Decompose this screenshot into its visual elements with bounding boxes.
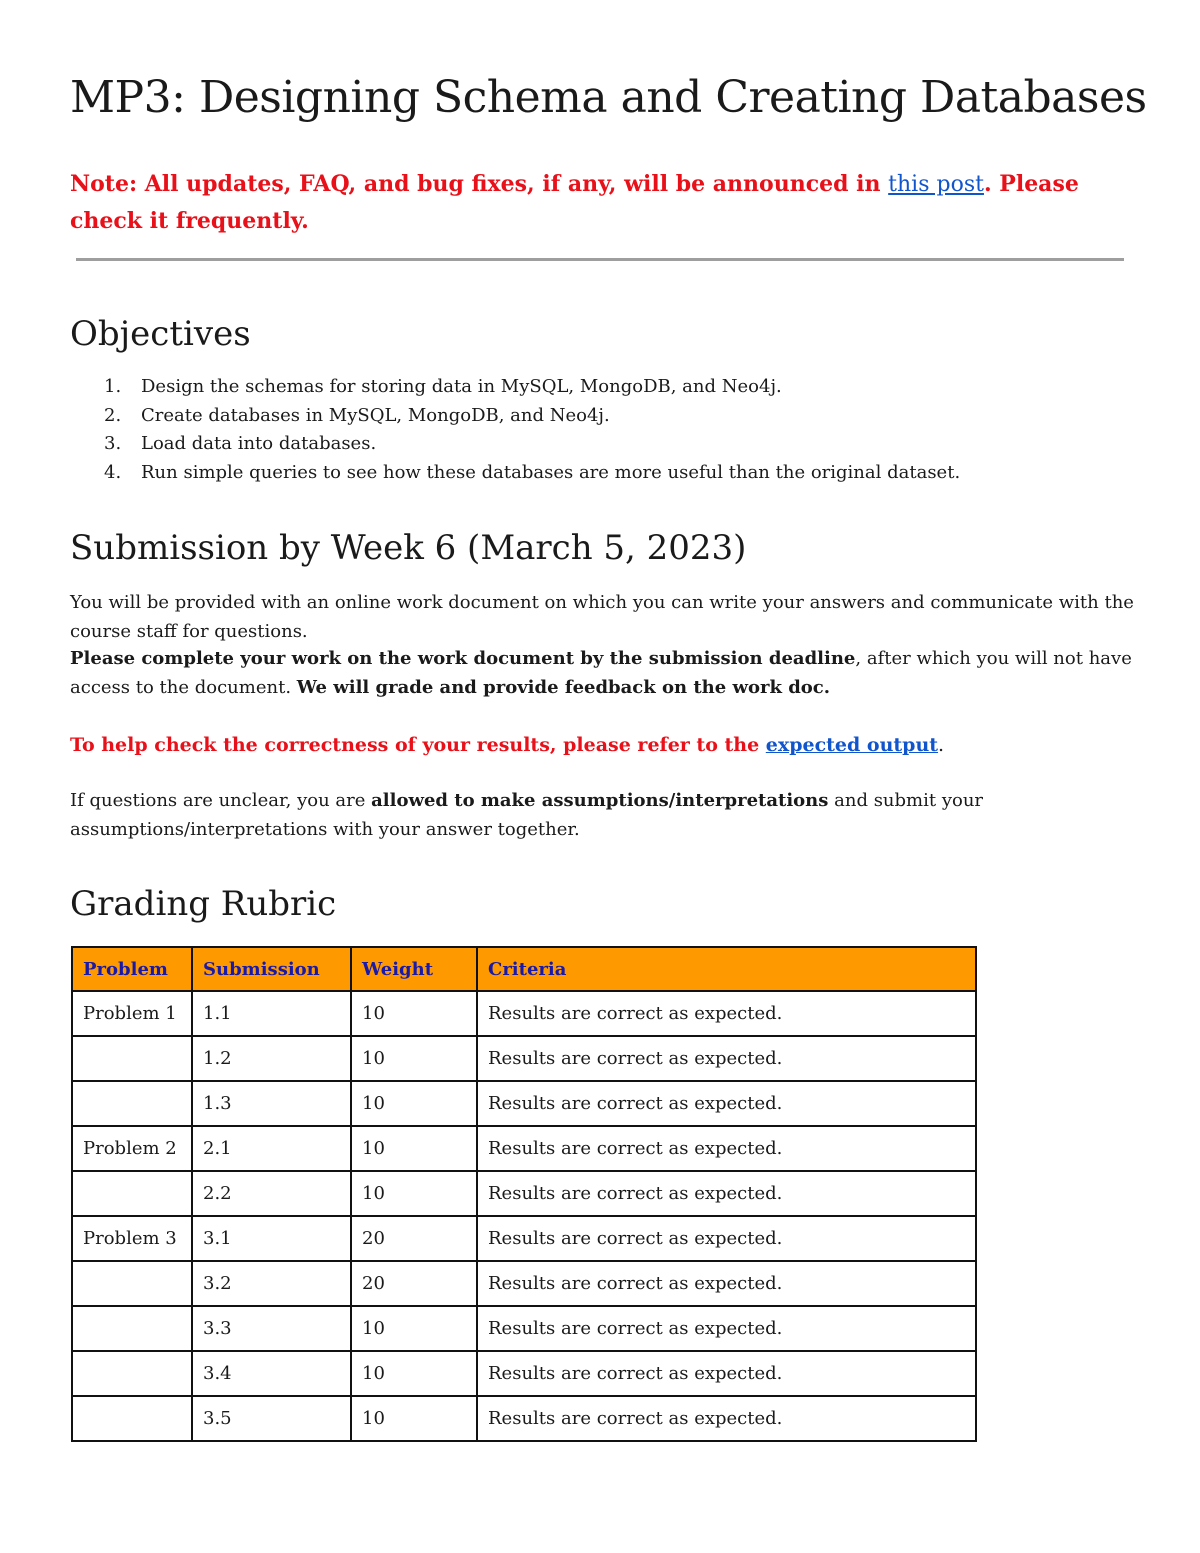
- table-row: [72, 1306, 976, 1351]
- deadline-bold: Please complete your work on the work document by the submission deadline: [70, 648, 856, 669]
- note-banner: [70, 166, 1100, 239]
- submission-cell: 3.2: [192, 1261, 351, 1306]
- criteria-cell: Results are correct as expected.: [477, 1306, 976, 1351]
- assumptions-text: If questions are unclear, you are: [70, 790, 372, 811]
- problem-cell: Problem 2: [72, 1126, 192, 1171]
- this-post-link[interactable]: this post: [888, 172, 984, 197]
- criteria-cell: Results are correct as expected.: [477, 1396, 976, 1441]
- weight-cell: 10: [351, 1036, 477, 1081]
- table-header-row: [72, 947, 976, 991]
- criteria-cell: Results are correct as expected.: [477, 1036, 976, 1081]
- submission-cell: 2.1: [192, 1126, 351, 1171]
- criteria-cell: Results are correct as expected.: [477, 1216, 976, 1261]
- note-text-after: . Please check it frequently.: [70, 171, 1079, 234]
- weight-cell: 20: [351, 1216, 477, 1261]
- list-number: 3.: [104, 433, 122, 454]
- submission-cell: 3.1: [192, 1216, 351, 1261]
- criteria-cell: Results are correct as expected.: [477, 991, 976, 1036]
- criteria-cell: Results are correct as expected.: [477, 1261, 976, 1306]
- column-header-weight: Weight: [351, 947, 477, 991]
- criteria-cell: Results are correct as expected.: [477, 1171, 976, 1216]
- weight-cell: 10: [351, 1171, 477, 1216]
- problem-cell: [72, 1261, 192, 1306]
- submission-heading: Submission by Week 6 (March 5, 2023): [70, 528, 747, 568]
- list-item: [104, 402, 960, 431]
- grading-rubric-table: [71, 946, 977, 1442]
- period: .: [938, 734, 945, 756]
- column-header-submission: Submission: [192, 947, 351, 991]
- expected-output-text: To help check the correctness of your results, please refer to the: [70, 734, 766, 756]
- weight-cell: 10: [351, 1396, 477, 1441]
- table-row: [72, 1261, 976, 1306]
- weight-cell: 10: [351, 1351, 477, 1396]
- table-row: [72, 1351, 976, 1396]
- list-text: Load data into databases.: [141, 433, 377, 454]
- list-text: Create databases in MySQL, MongoDB, and Neo4j.: [141, 404, 610, 426]
- note-label: Note:: [70, 171, 138, 197]
- note-text: All updates, FAQ, and bug fixes, if any, will be announced in: [137, 171, 889, 197]
- horizontal-divider: [76, 258, 1124, 261]
- table-row: [72, 1171, 976, 1216]
- weight-cell: 10: [351, 1126, 477, 1171]
- table-row: [72, 1081, 976, 1126]
- submission-paragraph: You will be provided with an online work document on which you can write your answers and communicate with the course staff for questions.: [70, 592, 1134, 642]
- criteria-cell: Results are correct as expected.: [477, 1081, 976, 1126]
- list-item: [104, 430, 960, 459]
- list-number: 1.: [104, 376, 122, 397]
- problem-cell: [72, 1081, 192, 1126]
- problem-cell: Problem 3: [72, 1216, 192, 1261]
- problem-cell: [72, 1171, 192, 1216]
- criteria-cell: Results are correct as expected.: [477, 1351, 976, 1396]
- assumptions-paragraph: [70, 787, 1140, 844]
- criteria-cell: Results are correct as expected.: [477, 1126, 976, 1171]
- weight-cell: 10: [351, 1081, 477, 1126]
- problem-cell: Problem 1: [72, 991, 192, 1036]
- deadline-paragraph: [70, 645, 1140, 702]
- list-number: 4.: [104, 461, 122, 483]
- table-row: [72, 1036, 976, 1081]
- feedback-bold: We will grade and provide feedback on the work doc.: [296, 676, 831, 698]
- column-header-criteria: Criteria: [477, 947, 976, 991]
- problem-cell: [72, 1306, 192, 1351]
- table-row: [72, 1216, 976, 1261]
- submission-cell: 3.4: [192, 1351, 351, 1396]
- submission-cell: 1.1: [192, 991, 351, 1036]
- weight-cell: 20: [351, 1261, 477, 1306]
- submission-cell: 3.3: [192, 1306, 351, 1351]
- column-header-problem: Problem: [72, 947, 192, 991]
- assumptions-bold: allowed to make assumptions/interpretations: [371, 790, 829, 811]
- weight-cell: 10: [351, 1306, 477, 1351]
- page-title: MP3: Designing Schema and Creating Databases: [70, 72, 1147, 123]
- assumptions-text-after: and submit your assumptions/interpretations with your answer together.: [70, 790, 984, 840]
- list-text: Design the schemas for storing data in MySQL, MongoDB, and Neo4j.: [141, 376, 782, 397]
- list-item: [104, 373, 960, 402]
- problem-cell: [72, 1396, 192, 1441]
- expected-output-paragraph: [70, 731, 1140, 760]
- table-row: [72, 1396, 976, 1441]
- list-text: Run simple queries to see how these databases are more useful than the original dataset.: [141, 461, 961, 483]
- table-row: [72, 991, 976, 1036]
- submission-cell: 2.2: [192, 1171, 351, 1216]
- submission-cell: 1.3: [192, 1081, 351, 1126]
- weight-cell: 10: [351, 991, 477, 1036]
- objectives-list: [104, 373, 960, 487]
- submission-cell: 1.2: [192, 1036, 351, 1081]
- problem-cell: [72, 1351, 192, 1396]
- grading-rubric-heading: Grading Rubric: [70, 884, 337, 924]
- deadline-text: , after which you will not have access to the document.: [70, 648, 1132, 698]
- expected-output-link[interactable]: expected output: [765, 734, 939, 756]
- problem-cell: [72, 1036, 192, 1081]
- list-number: 2.: [104, 404, 122, 426]
- table-row: [72, 1126, 976, 1171]
- objectives-heading: Objectives: [70, 314, 251, 354]
- list-item: [104, 459, 960, 488]
- submission-cell: 3.5: [192, 1396, 351, 1441]
